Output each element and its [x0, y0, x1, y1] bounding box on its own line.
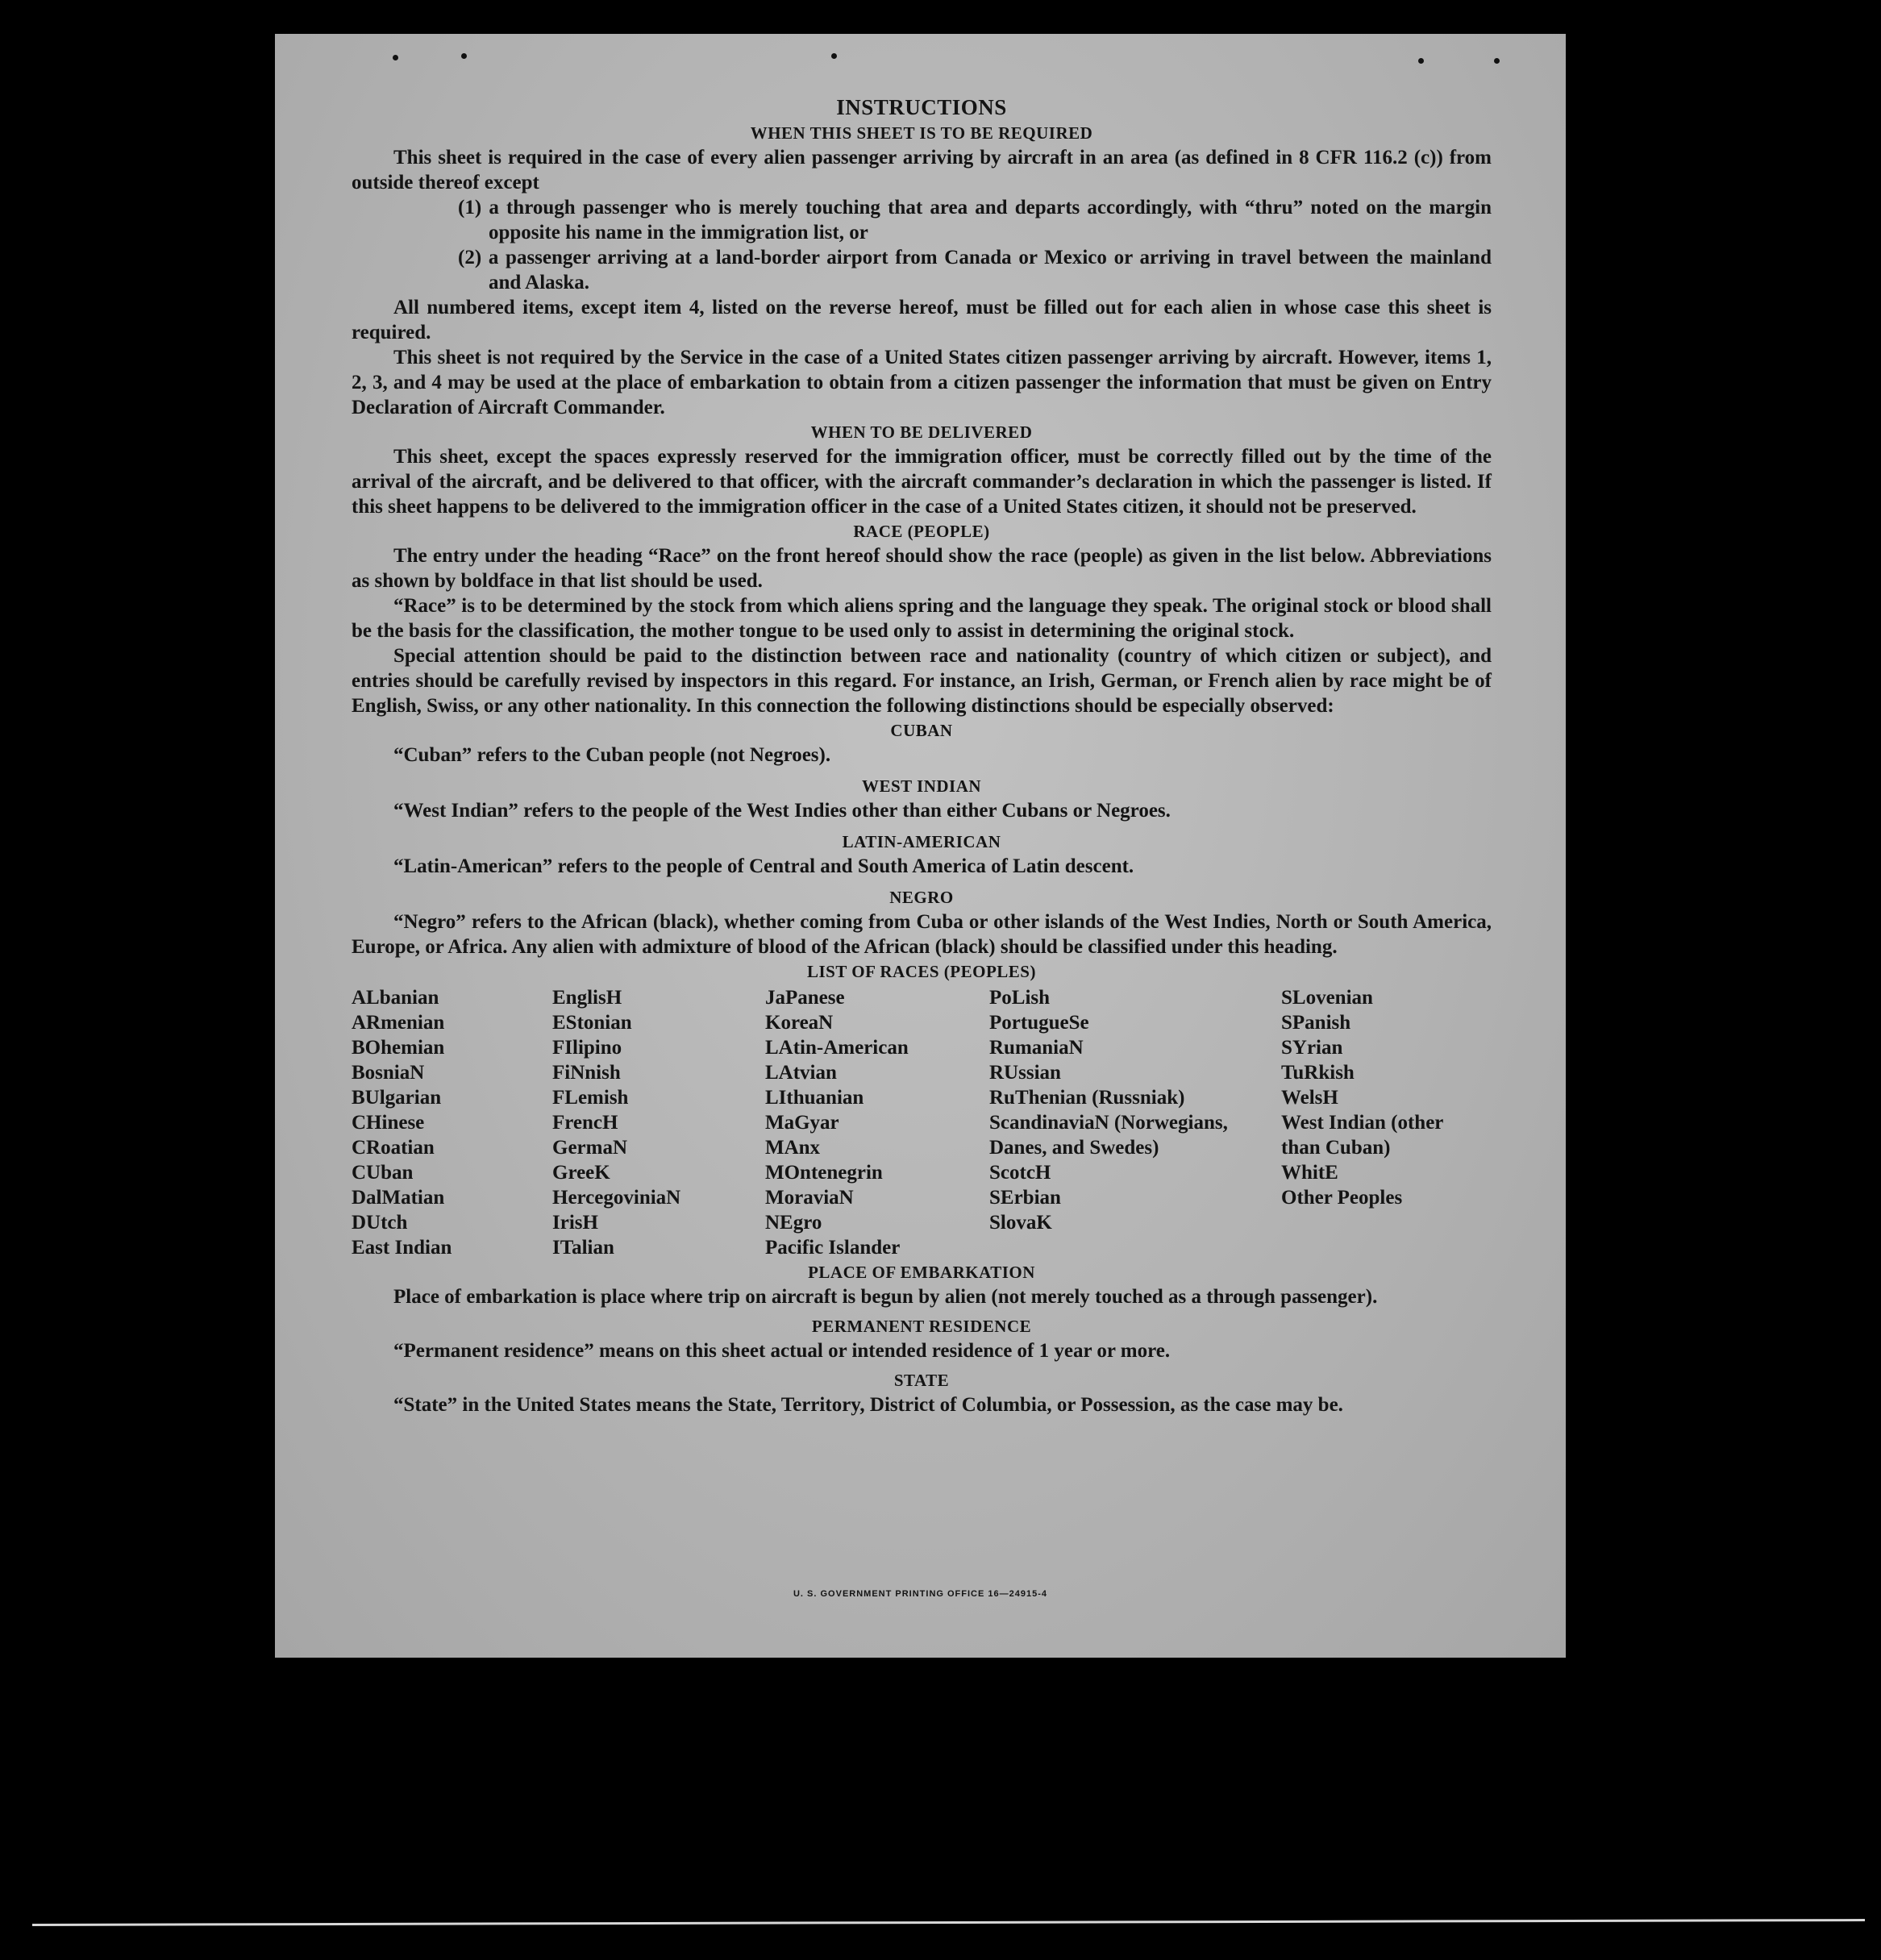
race-entry: SlovaK: [989, 1212, 1052, 1234]
race-entry: ARmenian: [352, 1012, 445, 1034]
section-heading: WHEN TO BE DELIVERED: [810, 422, 1033, 442]
section-heading: LIST OF RACES (PEOPLES): [807, 962, 1036, 981]
paragraph: All numbered items, except item 4, listed on the reverse hereof, must be filled out for each alien in whose case this sheet is required.: [352, 297, 1492, 343]
punch-hole-mark: [461, 53, 467, 59]
section-heading: NEGRO: [889, 888, 954, 907]
race-entry: MoraviaN: [765, 1187, 854, 1209]
race-entry: CRoatian: [352, 1137, 435, 1159]
punch-hole-mark: [1418, 58, 1424, 64]
race-entry: WelsH: [1281, 1087, 1338, 1109]
paragraph: “West Indian” refers to the people of the West Indies other than either Cubans or Negroes.: [393, 800, 1171, 822]
punch-hole-mark: [831, 53, 837, 59]
race-entry: EnglisH: [552, 987, 622, 1009]
paragraph: Special attention should be paid to the distinction between race and nationality (country of which citizen or subject), and entries should be carefully revised by inspectors in this regard. For instance, an Irish, German, or French alien by race might be of English, Swiss, or any other nationality. In this connection the following distinctions should be especially observed:: [352, 645, 1492, 717]
race-entry: RumaniaN: [989, 1037, 1084, 1059]
paragraph: “Race” is to be determined by the stock from which aliens spring and the language they speak. The original stock or blood shall be the basis for the classification, the mother tongue to be used only to assist in determining the original stock.: [352, 595, 1492, 642]
races-column: [352, 985, 552, 1260]
race-entry: RuThenian (Russniak): [989, 1087, 1185, 1109]
race-entry: WhitE: [1281, 1162, 1338, 1184]
race-entry: EStonian: [552, 1012, 632, 1034]
section-heading: PERMANENT RESIDENCE: [811, 1317, 1032, 1336]
list-item: (2) a passenger arriving at a land-border airport from Canada or Mexico or arriving in travel between the mainland and Alaska.: [458, 247, 1492, 293]
race-entry: PoLish: [989, 987, 1051, 1009]
paragraph: “Cuban” refers to the Cuban people (not Negroes).: [393, 744, 831, 766]
races-column: [1281, 985, 1491, 1260]
race-entry: SLovenian: [1281, 987, 1373, 1009]
race-entry: FLemish: [552, 1087, 629, 1109]
races-column: [989, 985, 1281, 1260]
race-entry: ScotcH: [989, 1162, 1051, 1184]
race-entry: NEgro: [765, 1212, 822, 1234]
paragraph: This sheet is required in the case of every alien passenger arriving by aircraft in an area (as defined in 8 CFR 116.2 (c)) from outside thereof except: [352, 147, 1492, 194]
paragraph: “Permanent residence” means on this sheet actual or intended residence of 1 year or more.: [393, 1340, 1171, 1362]
paragraph: This sheet, except the spaces expressly reserved for the immigration officer, must be correctly filled out by the time of the arrival of the aircraft, and be delivered to that officer, with the aircraft commander’s declaration in which the passenger is listed. If this sheet happens to be delivered to the immigration officer in the case of a United States citizen, it should not be preserved.: [352, 446, 1492, 518]
section-heading: CUBAN: [890, 721, 953, 740]
race-entry: TuRkish: [1281, 1062, 1355, 1084]
race-entry: MAnx: [765, 1137, 821, 1159]
paragraph: Place of embarkation is place where trip on aircraft is begun by alien (not merely touched as a through passenger).: [393, 1286, 1378, 1308]
races-column: [765, 985, 989, 1260]
race-entry: BosniaN: [352, 1062, 425, 1084]
race-entry: LAtin-American: [765, 1037, 909, 1059]
paragraph: “Negro” refers to the African (black), whether coming from Cuba or other islands of the West Indies, North or South America, Europe, or Africa. Any alien with admixture of blood of the African (black) should be classified under this heading.: [352, 911, 1492, 958]
races-list: [352, 985, 1492, 1260]
race-entry: Pacific Islander: [765, 1237, 901, 1259]
race-entry: GermaN: [552, 1137, 628, 1159]
race-entry: FIlipino: [552, 1037, 622, 1059]
race-entry: MaGyar: [765, 1112, 839, 1134]
section-heading: RACE (PEOPLE): [853, 522, 990, 541]
race-entry: BUlgarian: [352, 1087, 442, 1109]
races-column: [552, 985, 765, 1260]
printing-office-footer: U. S. GOVERNMENT PRINTING OFFICE 16—24915-4: [793, 1589, 1047, 1599]
race-entry: IrisH: [552, 1212, 598, 1234]
race-entry: MOntenegrin: [765, 1162, 883, 1184]
paragraph: The entry under the heading “Race” on the front hereof should show the race (people) as given in the list below. Abbreviations as shown by boldface in that list should be used.: [352, 545, 1492, 592]
race-entry: DalMatian: [352, 1187, 445, 1209]
paragraph: “State” in the United States means the State, Territory, District of Columbia, or Possession, as the case may be.: [393, 1394, 1343, 1416]
race-entry: SErbian: [989, 1187, 1061, 1209]
race-entry: CHinese: [352, 1112, 425, 1134]
section-heading: WHEN THIS SHEET IS TO BE REQUIRED: [750, 123, 1093, 143]
race-entry: LIthuanian: [765, 1087, 864, 1109]
page-title: INSTRUCTIONS: [836, 95, 1007, 119]
race-entry: ITalian: [552, 1237, 614, 1259]
punch-hole-mark: [1494, 58, 1500, 64]
section-heading: STATE: [893, 1371, 950, 1390]
punch-hole-mark: [393, 55, 398, 60]
paragraph: “Latin-American” refers to the people of Central and South America of Latin descent.: [393, 855, 1134, 877]
race-entry: RUssian: [989, 1062, 1061, 1084]
race-entry: FrencH: [552, 1112, 618, 1134]
paragraph: This sheet is not required by the Service in the case of a United States citizen passenger arriving by aircraft. However, items 1, 2, 3, and 4 may be used at the place of embarkation to obtain from a citizen passenger the information that must be given on Entry Declaration of Aircraft Commander.: [352, 347, 1492, 418]
instructions-body: [352, 94, 1492, 1417]
race-entry: CUban: [352, 1162, 414, 1184]
race-entry: GreeK: [552, 1162, 610, 1184]
race-entry: HercegoviniaN: [552, 1187, 681, 1209]
race-entry: SPanish: [1281, 1012, 1351, 1034]
scan-edge-line: [32, 1919, 1865, 1926]
race-entry: FiNnish: [552, 1062, 621, 1084]
section-heading: WEST INDIAN: [861, 776, 982, 796]
race-entry: DUtch: [352, 1212, 408, 1234]
race-entry: Other Peoples: [1281, 1187, 1403, 1209]
race-entry: SYrian: [1281, 1037, 1343, 1059]
document-page: [275, 34, 1566, 1658]
race-entry: West Indian (other than Cuban): [1281, 1112, 1443, 1159]
race-entry: LAtvian: [765, 1062, 837, 1084]
race-entry: BOhemian: [352, 1037, 445, 1059]
race-entry: East Indian: [352, 1237, 452, 1259]
race-entry: KoreaN: [765, 1012, 834, 1034]
section-heading: PLACE OF EMBARKATION: [808, 1263, 1035, 1282]
section-heading: LATIN-AMERICAN: [842, 832, 1001, 851]
race-entry: PortugueSe: [989, 1012, 1089, 1034]
race-entry: JaPanese: [765, 987, 845, 1009]
race-entry: ScandinaviaN (Norwegians, Danes, and Swedes): [989, 1112, 1228, 1159]
list-item: (1) a through passenger who is merely touching that area and departs accordingly, with “thru” noted on the margin opposite his name in the immigration list, or: [458, 197, 1492, 243]
race-entry: ALbanian: [352, 987, 439, 1009]
